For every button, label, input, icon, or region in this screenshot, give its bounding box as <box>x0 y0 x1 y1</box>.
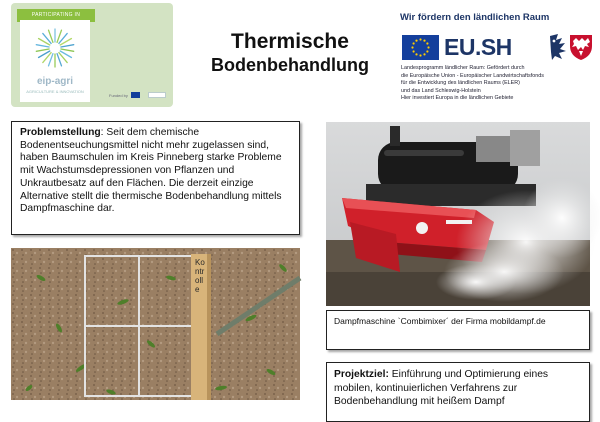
project-goal-box <box>326 362 590 422</box>
eip-flower-icon <box>33 26 77 70</box>
eu-sh-fine-print <box>401 65 595 103</box>
poster-title <box>180 30 400 76</box>
fine-print-line: Hier investiert Europa in die ländlichen Gebiete <box>401 95 514 102</box>
eu-sh-logo-block <box>400 8 596 108</box>
title-line-2: Bodenbehandlung <box>211 55 369 75</box>
problem-heading: Problemstellung <box>20 127 101 138</box>
fine-print-line: die Europäische Union - Europäischer Landwirtschaftsfonds <box>401 72 544 79</box>
project-goal-text: Einführung und Optimierung eines mobilen, kontinuierlichen Verfahrens zur Bodenbehandlung mit heißem Dampf <box>334 369 549 408</box>
eu-sh-brand: EU.SH <box>444 34 512 60</box>
fine-print-line: Landesprogramm ländlicher Raum: Gefördert durch <box>401 65 525 71</box>
schleswig-holstein-crest-icon <box>548 32 594 62</box>
eu-flag-mini-icon <box>131 92 140 98</box>
problem-statement-box <box>11 121 300 235</box>
stake-label: Kontrolle <box>195 258 205 294</box>
eip-agri-badge <box>11 3 173 107</box>
title-line-1: Thermische <box>231 30 349 53</box>
eip-agri-name: eip-agri <box>36 76 74 87</box>
fine-print-line: für die Entwicklung des ländlichen Raums (ELER) <box>401 80 520 87</box>
eip-agri-subtitle: AGRICULTURE & INNOVATION <box>26 89 84 94</box>
fine-print-line: und das Land Schleswig-Holstein <box>401 87 481 94</box>
steam-machine-photo <box>326 122 590 306</box>
eu-flag-icon <box>402 35 439 60</box>
soil-control-plot-photo <box>11 248 300 400</box>
eu-sh-slogan: Wir fördern den ländlichen Raum <box>400 12 550 23</box>
funded-by-text: Funded by <box>109 93 128 98</box>
eip-agri-card <box>20 20 90 102</box>
eu-commission-logo-icon <box>148 92 166 98</box>
problem-text: : Seit dem chemische Bodenentseuchungsmittel nicht mehr zugelassen sind, haben Baumschulen im Kreis Pinneberg starke Probleme mit Wachstumsdepressionen von Pflanzen und Unkrautbesatz auf den Flächen. Die derzeit einzige Alternative stellt die thermische Bodenbehandlung mittels Dampfmaschine dar. <box>20 127 282 215</box>
photo-caption: Dampfmaschine `Combimixer´ der Firma mobildampf.de <box>326 310 590 350</box>
project-goal-heading: Projektziel: <box>334 369 389 380</box>
participating-ribbon: PARTICIPATING IN <box>17 9 95 22</box>
